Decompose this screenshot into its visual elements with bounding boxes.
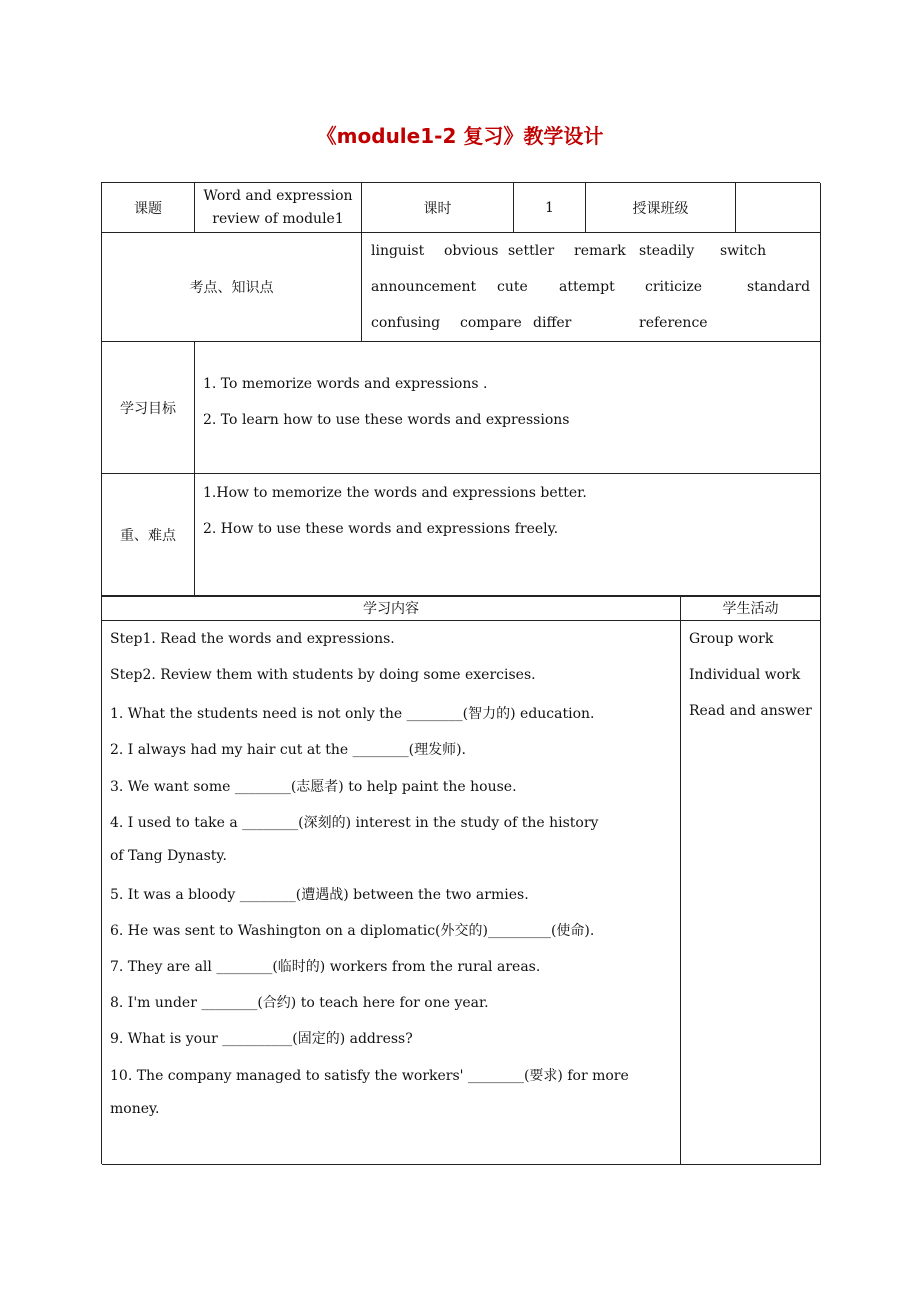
content-line: Step2. Review them with students by doing some exercises. xyxy=(110,667,536,683)
knowledge-word: confusing xyxy=(371,315,441,331)
knowledge-word: criticize xyxy=(645,279,703,295)
knowledge-word: steadily xyxy=(639,243,695,259)
topic-value-line-2: review of module1 xyxy=(212,211,344,227)
knowledge-word: standard xyxy=(747,279,811,295)
topic-value-line-1: Word and expression xyxy=(203,188,353,204)
exercise-item: 3. We want some ________(志愿者) to help paint the house. xyxy=(110,779,517,795)
exercise-item-continued: money. xyxy=(110,1101,160,1117)
content-body xyxy=(102,621,681,1165)
knowledge-word: cute xyxy=(497,279,528,295)
knowledge-word: linguist xyxy=(371,243,425,259)
knowledge-word: obvious xyxy=(444,243,499,259)
activity-body xyxy=(681,621,821,1165)
key-point-item: 1.How to memorize the words and expressions better. xyxy=(203,485,587,501)
exercise-item: 4. I used to take a ________(深刻的) interest in the study of the history xyxy=(110,815,599,831)
lesson-content-table xyxy=(101,595,820,1164)
goal-item: 2. To learn how to use these words and expressions xyxy=(203,412,570,428)
knowledge-label: 考点、知识点 xyxy=(102,233,362,342)
exercise-item: 8. I'm under ________(合约) to teach here for one year. xyxy=(110,995,489,1011)
activity-header: 学生活动 xyxy=(681,596,821,621)
goal-item: 1. To memorize words and expressions . xyxy=(203,376,488,392)
goals-label: 学习目标 xyxy=(102,342,195,474)
knowledge-word: switch xyxy=(720,243,767,259)
period-value: 1 xyxy=(514,183,586,233)
activity-item: Individual work xyxy=(689,667,801,683)
class-label: 授课班级 xyxy=(586,183,736,233)
knowledge-word: announcement xyxy=(371,279,477,295)
content-header: 学习内容 xyxy=(102,596,681,621)
knowledge-word: compare xyxy=(460,315,522,331)
key-points-content xyxy=(195,474,821,597)
lesson-info-table xyxy=(101,182,820,596)
knowledge-word: settler xyxy=(508,243,555,259)
knowledge-words xyxy=(362,233,821,342)
activity-item: Group work xyxy=(689,631,774,647)
key-point-item: 2. How to use these words and expressions freely. xyxy=(203,521,559,537)
exercise-item: 10. The company managed to satisfy the workers' ________(要求) for more xyxy=(110,1068,629,1084)
exercise-item: 2. I always had my hair cut at the ________(理发师). xyxy=(110,742,466,758)
exercise-item: 5. It was a bloody ________(遭遇战) between the two armies. xyxy=(110,887,529,903)
goals-content xyxy=(195,342,821,474)
period-label: 课时 xyxy=(362,183,514,233)
knowledge-word: reference xyxy=(639,315,708,331)
knowledge-word: remark xyxy=(574,243,626,259)
class-value xyxy=(736,183,821,233)
key-points-label: 重、难点 xyxy=(102,474,195,597)
exercise-item-continued: of Tang Dynasty. xyxy=(110,848,227,864)
exercise-item: 1. What the students need is not only the ________(智力的) education. xyxy=(110,706,595,722)
exercise-item: 6. He was sent to Washington on a diplomatic(外交的)_________(使命). xyxy=(110,923,595,939)
knowledge-word: attempt xyxy=(559,279,615,295)
exercise-item: 9. What is your __________(固定的) address? xyxy=(110,1031,413,1047)
document-title: 《module1-2 复习》教学设计 xyxy=(316,124,604,148)
exercise-item: 7. They are all ________(临时的) workers from the rural areas. xyxy=(110,959,541,975)
knowledge-word: differ xyxy=(533,315,572,331)
topic-value xyxy=(195,183,362,233)
content-line: Step1. Read the words and expressions. xyxy=(110,631,395,647)
topic-label: 课题 xyxy=(102,183,195,233)
activity-item: Read and answer xyxy=(689,703,812,719)
